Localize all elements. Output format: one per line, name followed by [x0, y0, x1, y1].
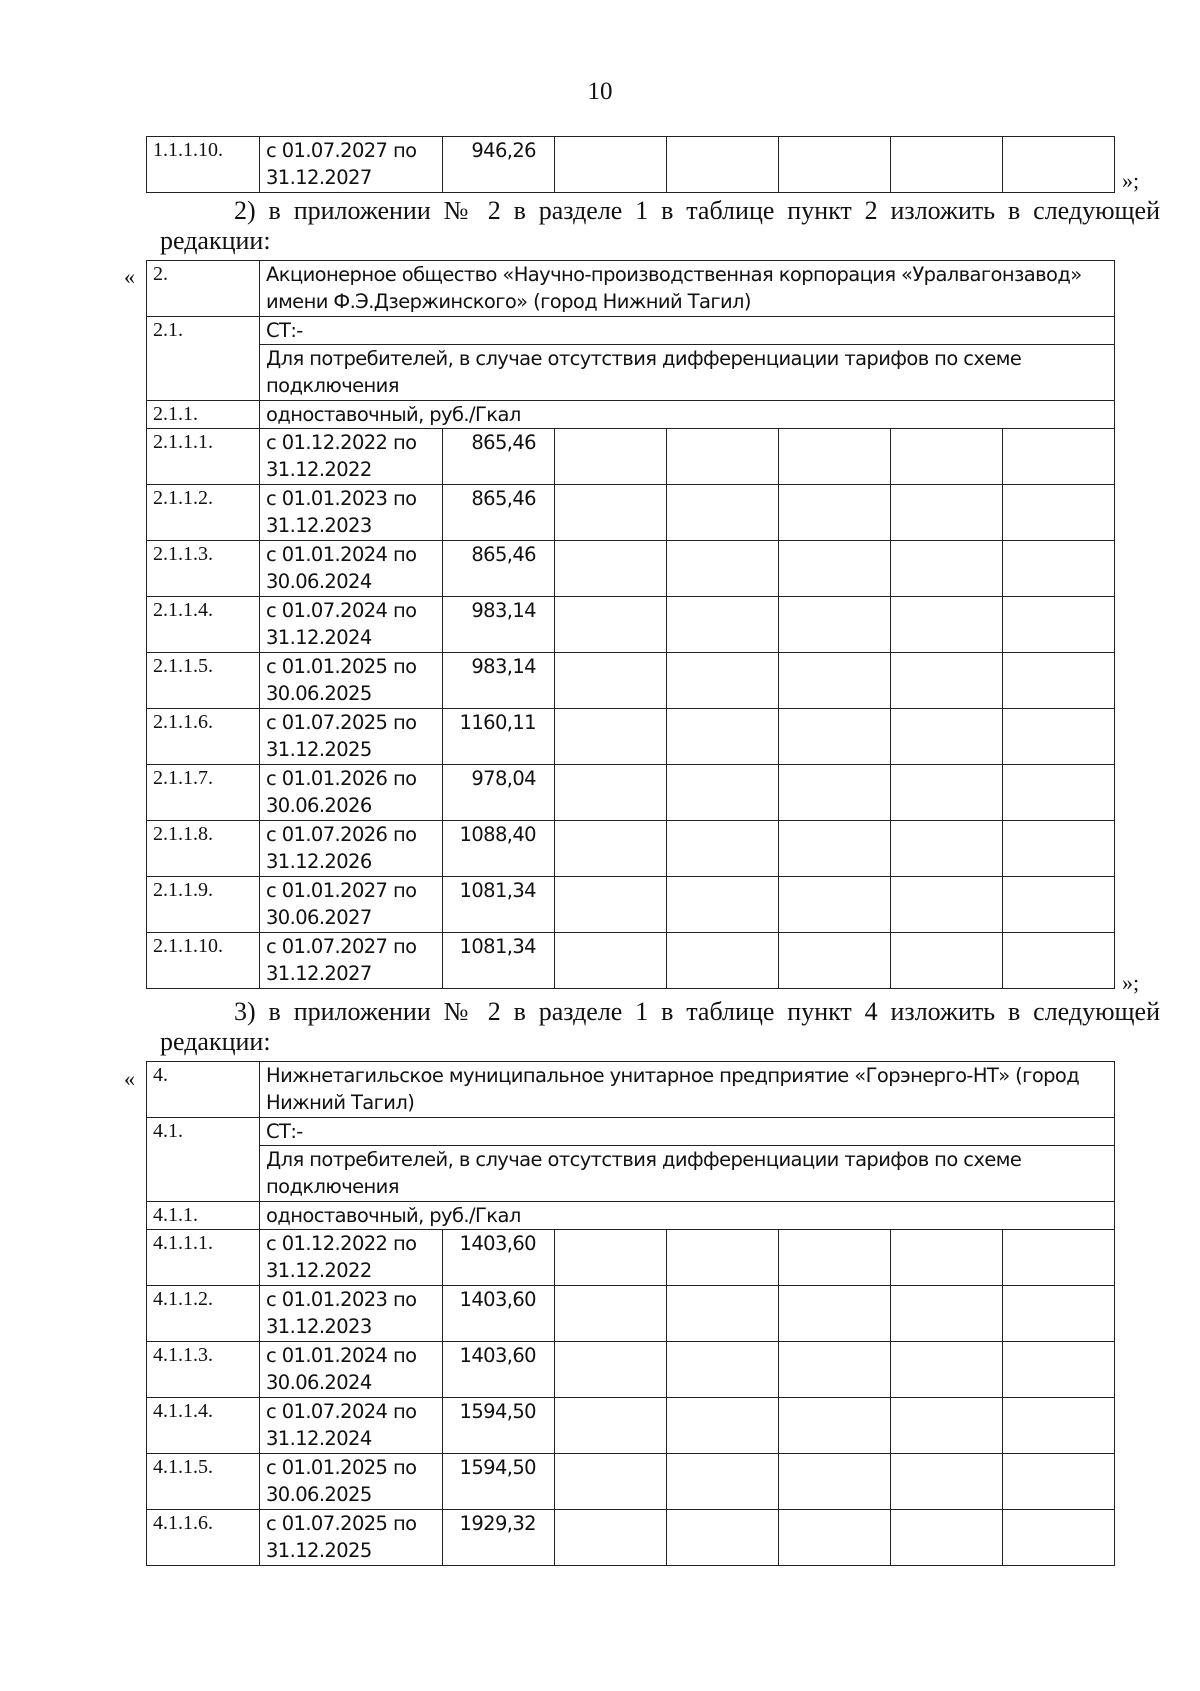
empty-cell: [1003, 1342, 1115, 1398]
empty-cell: [779, 765, 891, 821]
empty-cell: [667, 877, 779, 933]
row-period: с 01.07.2024 по 31.12.2024: [260, 1398, 443, 1454]
row-period: с 01.01.2025 по 30.06.2025: [260, 1454, 443, 1510]
empty-cell: [891, 765, 1003, 821]
empty-cell: [1003, 1230, 1115, 1286]
closing-quote: »;: [1122, 168, 1140, 193]
tariff-row: [147, 653, 1115, 709]
empty-cell: [555, 653, 667, 709]
empty-cell: [667, 1342, 779, 1398]
empty-cell: [1003, 877, 1115, 933]
empty-cell: [779, 597, 891, 653]
empty-cell: [779, 1286, 891, 1342]
st-label: СТ:-: [260, 317, 1115, 345]
empty-cell: [1003, 1454, 1115, 1510]
row-period: с 01.01.2024 по 30.06.2024: [260, 541, 443, 597]
row-period: с 01.07.2025 по 31.12.2025: [260, 709, 443, 765]
closing-quote: »;: [1122, 970, 1140, 995]
paragraph-item-4: [160, 997, 1160, 1057]
row-number: 2.1.1.1.: [147, 429, 260, 485]
tariff-row: [147, 1510, 1115, 1566]
empty-cell: [779, 485, 891, 541]
row-number: 2.1.1.5.: [147, 653, 260, 709]
empty-cell: [667, 1398, 779, 1454]
rate-number: 4.1.1.: [147, 1202, 260, 1230]
consumers-description: Для потребителей, в случае отсутствия дифференциации тарифов по схеме подключения: [260, 345, 1115, 401]
empty-cell: [891, 1510, 1003, 1566]
empty-cell: [555, 1454, 667, 1510]
empty-cell: [891, 485, 1003, 541]
tariff-row: [147, 1342, 1115, 1398]
empty-cell: [779, 709, 891, 765]
top-continuation-table: [146, 136, 1115, 193]
row-number: 4.1.1.2.: [147, 1286, 260, 1342]
tariff-row: [147, 485, 1115, 541]
row-period: с 01.01.2023 по 31.12.2023: [260, 1286, 443, 1342]
row-value: 1594,50: [443, 1398, 555, 1454]
tariff-row: [147, 1286, 1115, 1342]
row-value: 1403,60: [443, 1230, 555, 1286]
tariff-row: [147, 1230, 1115, 1286]
empty-cell: [555, 1398, 667, 1454]
row-number: 2.1.1.2.: [147, 485, 260, 541]
empty-cell: [667, 821, 779, 877]
tariff-row: [147, 597, 1115, 653]
empty-cell: [891, 709, 1003, 765]
tariff-row: [147, 1454, 1115, 1510]
empty-cell: [891, 1398, 1003, 1454]
row-value: 1403,60: [443, 1342, 555, 1398]
empty-cell: [667, 541, 779, 597]
paragraph-item-2: [160, 196, 1160, 256]
row-number: 1.1.1.10.: [147, 137, 260, 193]
tariff-row: [147, 821, 1115, 877]
row-value: 1088,40: [443, 821, 555, 877]
row-period: с 01.07.2025 по 31.12.2025: [260, 1510, 443, 1566]
row-period: с 01.01.2023 по 31.12.2023: [260, 485, 443, 541]
row-period: с 01.07.2026 по 31.12.2026: [260, 821, 443, 877]
empty-cell: [667, 933, 779, 989]
opening-quote: «: [124, 1066, 135, 1091]
row-value: 1594,50: [443, 1454, 555, 1510]
sub-item-number: 2.1.: [147, 317, 260, 401]
tariff-row: [147, 709, 1115, 765]
empty-cell: [1003, 541, 1115, 597]
empty-cell: [779, 933, 891, 989]
row-number: 4.1.1.3.: [147, 1342, 260, 1398]
empty-cell: [1003, 1286, 1115, 1342]
empty-cell: [891, 877, 1003, 933]
row-number: 2.1.1.10.: [147, 933, 260, 989]
row-value: 978,04: [443, 765, 555, 821]
row-value: 865,46: [443, 541, 555, 597]
tariff-row: [147, 429, 1115, 485]
empty-cell: [779, 1510, 891, 1566]
tariff-row: [147, 541, 1115, 597]
row-number: 2.1.1.8.: [147, 821, 260, 877]
empty-cell: [1003, 709, 1115, 765]
page-number: 10: [587, 78, 613, 105]
item-number: 4.: [147, 1062, 260, 1118]
row-period: с 01.12.2022 по 31.12.2022: [260, 429, 443, 485]
row-number: 2.1.1.7.: [147, 765, 260, 821]
sub-item-number: 4.1.: [147, 1118, 260, 1202]
empty-cell: [779, 137, 891, 193]
row-period: с 01.01.2025 по 30.06.2025: [260, 653, 443, 709]
opening-quote: «: [124, 264, 135, 289]
empty-cell: [891, 1286, 1003, 1342]
empty-cell: [891, 1454, 1003, 1510]
empty-cell: [667, 709, 779, 765]
row-number: 2.1.1.4.: [147, 597, 260, 653]
empty-cell: [1003, 429, 1115, 485]
rate-label: одноставочный, руб./Гкал: [260, 1202, 1115, 1230]
row-period: с 01.07.2027 по 31.12.2027: [260, 137, 443, 193]
organization-name: Нижнетагильское муниципальное унитарное предприятие «Горэнерго-НТ» (город Нижний Тагил): [260, 1062, 1115, 1118]
row-value: 1929,32: [443, 1510, 555, 1566]
empty-cell: [891, 1342, 1003, 1398]
empty-cell: [779, 541, 891, 597]
tariff-row: [147, 933, 1115, 989]
empty-cell: [1003, 821, 1115, 877]
row-number: 4.1.1.1.: [147, 1230, 260, 1286]
row-number: 2.1.1.3.: [147, 541, 260, 597]
row-number: 4.1.1.4.: [147, 1398, 260, 1454]
empty-cell: [779, 429, 891, 485]
empty-cell: [779, 821, 891, 877]
empty-cell: [891, 1230, 1003, 1286]
row-period: с 01.01.2027 по 30.06.2027: [260, 877, 443, 933]
row-number: 2.1.1.9.: [147, 877, 260, 933]
row-number: 4.1.1.6.: [147, 1510, 260, 1566]
empty-cell: [667, 1286, 779, 1342]
empty-cell: [555, 1510, 667, 1566]
empty-cell: [667, 1230, 779, 1286]
tariff-table-item-2: [146, 260, 1115, 989]
empty-cell: [1003, 597, 1115, 653]
empty-cell: [1003, 653, 1115, 709]
empty-cell: [891, 541, 1003, 597]
empty-cell: [891, 933, 1003, 989]
empty-cell: [1003, 765, 1115, 821]
empty-cell: [1003, 1398, 1115, 1454]
consumers-description: Для потребителей, в случае отсутствия дифференциации тарифов по схеме подключения: [260, 1146, 1115, 1202]
empty-cell: [667, 765, 779, 821]
empty-cell: [891, 137, 1003, 193]
rate-number: 2.1.1.: [147, 401, 260, 429]
empty-cell: [555, 1230, 667, 1286]
empty-cell: [555, 541, 667, 597]
row-value: 946,26: [443, 137, 555, 193]
row-period: с 01.12.2022 по 31.12.2022: [260, 1230, 443, 1286]
empty-cell: [555, 933, 667, 989]
empty-cell: [555, 597, 667, 653]
empty-cell: [555, 137, 667, 193]
row-value: 983,14: [443, 653, 555, 709]
empty-cell: [779, 877, 891, 933]
row-value: 1403,60: [443, 1286, 555, 1342]
organization-name: Акционерное общество «Научно-производственная корпорация «Уралвагонзавод» имени Ф.Э.Дзержинского» (город Нижний Тагил): [260, 261, 1115, 317]
item-number: 2.: [147, 261, 260, 317]
empty-cell: [891, 597, 1003, 653]
row-value: 865,46: [443, 485, 555, 541]
empty-cell: [779, 1342, 891, 1398]
st-label: СТ:-: [260, 1118, 1115, 1146]
row-number: 2.1.1.6.: [147, 709, 260, 765]
tariff-row: [147, 765, 1115, 821]
empty-cell: [667, 653, 779, 709]
empty-cell: [1003, 1510, 1115, 1566]
row-value: 1160,11: [443, 709, 555, 765]
empty-cell: [1003, 933, 1115, 989]
row-value: 983,14: [443, 597, 555, 653]
empty-cell: [555, 1286, 667, 1342]
empty-cell: [667, 137, 779, 193]
empty-cell: [779, 1398, 891, 1454]
empty-cell: [555, 429, 667, 485]
paragraph-text: 3) в приложении № 2 в разделе 1 в таблице пункт 4 изложить в следующей редакции:: [160, 997, 1160, 1056]
row-period: с 01.01.2024 по 30.06.2024: [260, 1342, 443, 1398]
row-value: 865,46: [443, 429, 555, 485]
empty-cell: [667, 1454, 779, 1510]
empty-cell: [891, 429, 1003, 485]
empty-cell: [667, 429, 779, 485]
row-period: с 01.07.2024 по 31.12.2024: [260, 597, 443, 653]
empty-cell: [1003, 137, 1115, 193]
empty-cell: [891, 821, 1003, 877]
tariff-row: [147, 1398, 1115, 1454]
row-number: 4.1.1.5.: [147, 1454, 260, 1510]
empty-cell: [555, 821, 667, 877]
row-period: с 01.07.2027 по 31.12.2027: [260, 933, 443, 989]
empty-cell: [555, 709, 667, 765]
row-value: 1081,34: [443, 933, 555, 989]
empty-cell: [555, 485, 667, 541]
empty-cell: [779, 653, 891, 709]
row-value: 1081,34: [443, 877, 555, 933]
tariff-row: [147, 877, 1115, 933]
empty-cell: [555, 877, 667, 933]
empty-cell: [555, 1342, 667, 1398]
empty-cell: [555, 765, 667, 821]
rate-label: одноставочный, руб./Гкал: [260, 401, 1115, 429]
paragraph-text: 2) в приложении № 2 в разделе 1 в таблице пункт 2 изложить в следующей редакции:: [160, 196, 1160, 255]
empty-cell: [667, 485, 779, 541]
empty-cell: [779, 1230, 891, 1286]
row-period: с 01.01.2026 по 30.06.2026: [260, 765, 443, 821]
empty-cell: [667, 597, 779, 653]
empty-cell: [1003, 485, 1115, 541]
empty-cell: [667, 1510, 779, 1566]
empty-cell: [891, 653, 1003, 709]
empty-cell: [779, 1454, 891, 1510]
tariff-table-item-4: [146, 1061, 1115, 1566]
